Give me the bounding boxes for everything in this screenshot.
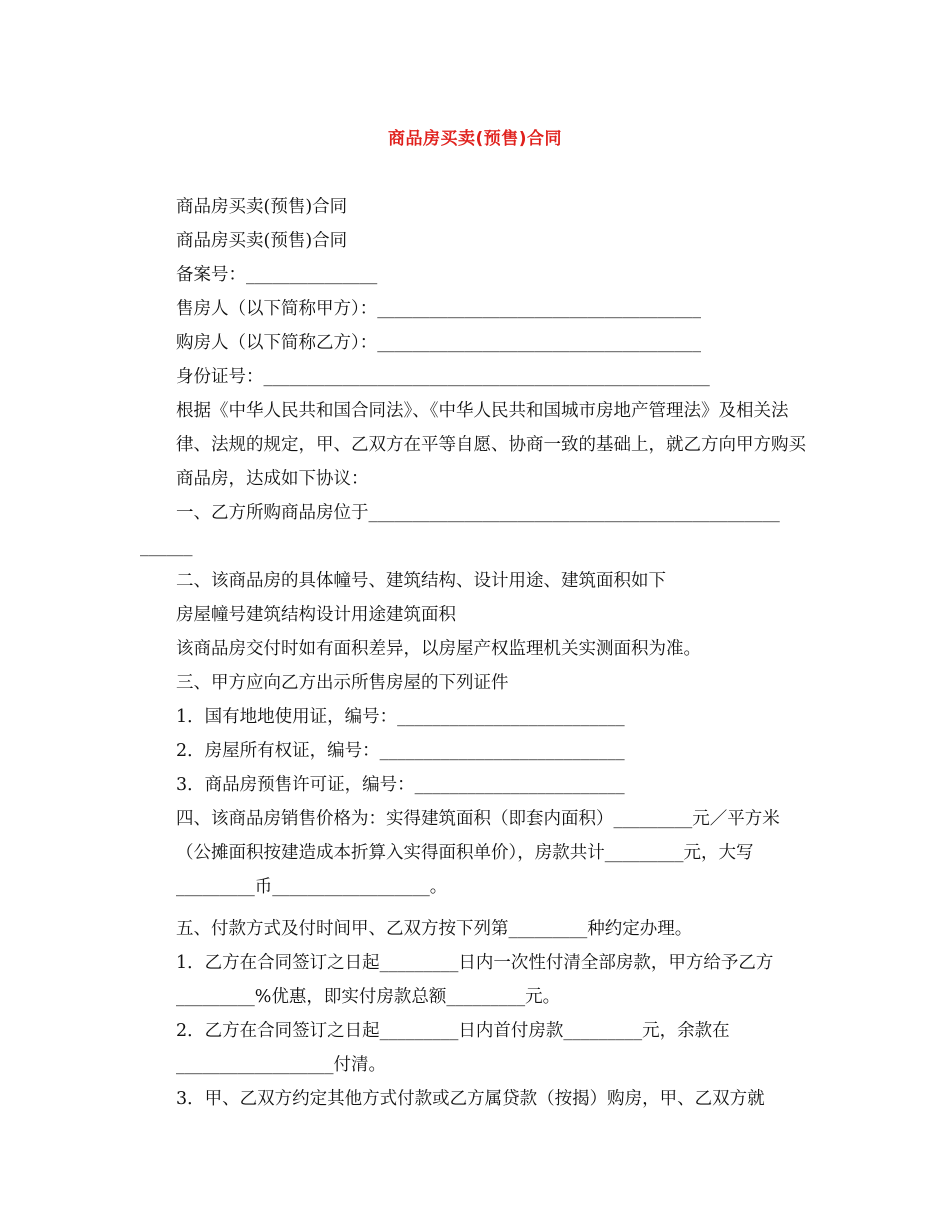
clause-1-line: 一、乙方所购商品房位于_______________________________________________	[176, 503, 780, 523]
clause-5-item-1: 1．乙方在合同签订之日起_________日内一次性付清全部房款，甲方给予乙方_________%优惠，即实付房款总额_________元。	[176, 953, 774, 1007]
preamble-paragraph: 根据《中华人民共和国合同法》、《中华人民共和国城市房地产管理法》及相关法律、法规的规定，甲、乙双方在平等自愿、协商一致的基础上，就乙方向甲方购买商品房，达成如下协议：	[176, 401, 806, 489]
id-number-line: 身份证号：___________________________________________________	[176, 367, 710, 387]
spacer	[140, 904, 812, 912]
clause-3-item-2: 2．房屋所有权证，编号：____________________________	[176, 741, 625, 761]
clause-5-line: 五、付款方式及付时间甲、乙双方按下列第_________种约定办理。	[176, 919, 693, 939]
clause-4-paragraph: 四、该商品房销售价格为：实得建筑面积（即套内面积）_________元／平方米（公摊面积按建造成本折算入实得面积单价），房款共计_________元，大写_________币__________________。	[176, 809, 780, 897]
seller-line: 售房人（以下简称甲方）：_____________________________________	[176, 299, 701, 319]
clause-1-continuation: ______	[140, 537, 193, 557]
clause-3-item-1: 1．国有地地使用证，编号：__________________________	[176, 707, 625, 727]
clause-2-note: 该商品房交付时如有面积差异，以房屋产权监理机关实测面积为准。	[176, 639, 701, 659]
body-line: 商品房买卖(预售)合同	[176, 197, 348, 217]
clause-5-item-3: 3．甲、乙双方约定其他方式付款或乙方属贷款（按揭）购房，甲、乙双方就	[176, 1089, 765, 1109]
clause-5-item-2: 2．乙方在合同签订之日起_________日内首付房款_________元，余款在__________________付清。	[176, 1021, 730, 1075]
document-title: 商品房买卖(预售)合同	[387, 129, 563, 149]
document-body	[140, 190, 812, 1116]
clause-3-item-3: 3．商品房预售许可证，编号：________________________	[176, 775, 625, 795]
clause-2-table-header: 房屋幢号建筑结构设计用途建筑面积	[176, 605, 456, 625]
buyer-line: 购房人（以下简称乙方）：_____________________________________	[176, 333, 701, 353]
clause-2-line: 二、该商品房的具体幢号、建筑结构、设计用途、建筑面积如下	[176, 571, 666, 591]
record-number-line: 备案号：_______________	[176, 265, 378, 285]
clause-3-line: 三、甲方应向乙方出示所售房屋的下列证件	[176, 673, 509, 693]
body-line: 商品房买卖(预售)合同	[176, 231, 348, 251]
